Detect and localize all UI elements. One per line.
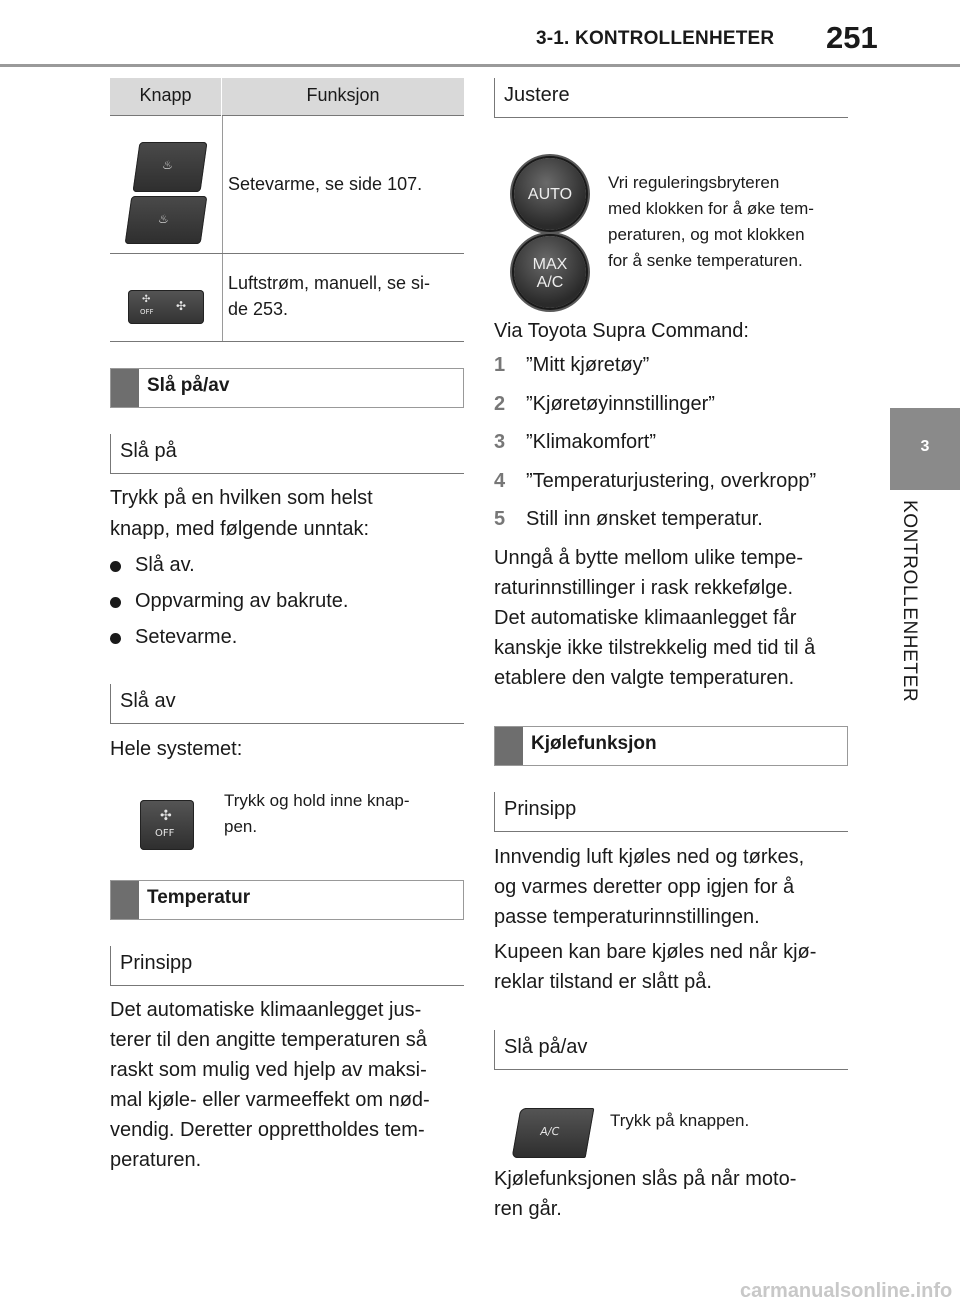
- subhead-on-text: Slå på: [120, 440, 177, 462]
- ac-hint: Trykk på knappen.: [610, 1111, 750, 1130]
- off-button-icon: ✣ OFF: [140, 800, 194, 850]
- principle-line: raskt som mulig ved hjelp av maksi-: [110, 1059, 427, 1081]
- ac-button-icon: [512, 1108, 595, 1158]
- section-bar-marker: [495, 727, 523, 765]
- principle-line: peraturen.: [110, 1149, 202, 1171]
- section-bar-temperature: [110, 880, 464, 920]
- airflow-button-icon: ✣ OFF ✣: [128, 290, 204, 324]
- col-header-button: Knapp: [110, 78, 222, 116]
- subhead-principle-text: Prinsipp: [120, 952, 193, 974]
- cooling-line: Innvendig luft kjøles ned og tørkes,: [494, 846, 805, 868]
- section-title: 3-1. KONTROLLENHETER: [536, 28, 775, 49]
- subhead-principle: [110, 946, 464, 986]
- section-bar-title: Kjølefunksjon: [531, 733, 657, 754]
- step-number: 2: [494, 393, 506, 415]
- adjust-hint-line: Vri reguleringsbryteren: [608, 173, 780, 192]
- subhead-on: [110, 434, 464, 474]
- subhead-adjust: [494, 78, 848, 118]
- step-number: 4: [494, 470, 506, 492]
- step-number: 3: [494, 431, 506, 453]
- via-text: Via Toyota Supra Command:: [494, 320, 749, 342]
- knob-auto-label: AUTO: [527, 186, 573, 203]
- max-ac-knob-icon: [514, 236, 586, 308]
- adjust-hint-line: med klokken for å øke tem-: [608, 199, 814, 218]
- chapter-number: 3: [920, 438, 930, 455]
- section-bar-onoff: [110, 368, 464, 408]
- off-hint-1: Trykk og hold inne knap-: [224, 791, 410, 810]
- subhead-off: [110, 684, 464, 724]
- adjust-hint-line: peraturen, og mot klokken: [608, 225, 805, 244]
- step-text: ”Kjøretøyinnstillinger”: [526, 393, 715, 415]
- step-number: 5: [494, 508, 506, 530]
- off-text: Hele systemet:: [110, 738, 243, 760]
- step-text: ”Mitt kjøretøy”: [526, 354, 650, 376]
- auto-knob-icon: [514, 158, 586, 230]
- principle-line: mal kjøle- eller varmeeffekt om nød-: [110, 1089, 430, 1111]
- knob-max-label: MAX: [532, 256, 568, 273]
- cooling-line: og varmes deretter opp igjen for å: [494, 876, 795, 898]
- step-text: Still inn ønsket temperatur.: [526, 508, 763, 530]
- step-text: ”Temperaturjustering, overkropp”: [526, 470, 817, 492]
- seat-heating-rear-icon: ♨: [125, 196, 208, 244]
- table-header: [110, 78, 464, 116]
- chapter-label-text: KONTROLLENHETER: [899, 500, 920, 703]
- principle-line: vendig. Deretter opprettholdes tem-: [110, 1119, 425, 1141]
- ac-line: Kjølefunksjonen slås på når moto-: [494, 1168, 797, 1190]
- off-hint-2: pen.: [224, 817, 258, 836]
- principle-line: terer til den angitte temperaturen så: [110, 1029, 427, 1051]
- warning-line: raturinnstillinger i rask rekkefølge.: [494, 577, 793, 599]
- warning-line: Det automatiske klimaanlegget får: [494, 607, 797, 629]
- principle-line: Det automatiske klimaanlegget jus-: [110, 999, 422, 1021]
- subhead-principle-cooling-text: Prinsipp: [504, 798, 577, 820]
- subhead-onoff-cooling-text: Slå på/av: [504, 1036, 588, 1058]
- on-text-1: Trykk på en hvilken som helst: [110, 487, 373, 509]
- on-text-2: knapp, med følgende unntak:: [110, 518, 370, 540]
- col-header-function: Funksjon: [306, 85, 380, 105]
- bullet-text: Setevarme.: [135, 626, 238, 648]
- subhead-principle-cooling: [494, 792, 848, 832]
- table-cell-airflow-2: de 253.: [228, 299, 289, 319]
- section-bar-title: Temperatur: [147, 887, 251, 908]
- subhead-onoff-cooling: [494, 1030, 848, 1070]
- table-divider: [222, 116, 223, 342]
- subhead-off-text: Slå av: [120, 690, 176, 712]
- knob-ac-label: A/C: [536, 274, 564, 291]
- table-bottom-rule: [110, 341, 464, 342]
- ac-button-label: A/C: [539, 1125, 561, 1138]
- seat-heating-front-icon: ♨: [132, 142, 207, 192]
- bullet-dot: [110, 597, 121, 608]
- section-bar-marker: [111, 369, 139, 407]
- off-button-label: OFF: [155, 828, 175, 839]
- cooling-line: Kupeen kan bare kjøles ned når kjø-: [494, 941, 817, 963]
- table-cell-seat-heating: Setevarme, se side 107.: [228, 174, 423, 194]
- step-text: ”Klimakomfort”: [526, 431, 657, 453]
- ac-line: ren går.: [494, 1198, 562, 1220]
- warning-line: Unngå å bytte mellom ulike tempe-: [494, 547, 804, 569]
- table-cell-airflow-1: Luftstrøm, manuell, se si-: [228, 273, 431, 293]
- cooling-line: passe temperaturinnstillingen.: [494, 906, 760, 928]
- page-number: 251: [826, 20, 878, 55]
- table-row-rule: [110, 253, 464, 254]
- cooling-line: reklar tilstand er slått på.: [494, 971, 712, 993]
- bullet-text: Oppvarming av bakrute.: [135, 590, 349, 612]
- chapter-label: [896, 500, 920, 722]
- bullet-dot: [110, 561, 121, 572]
- warning-line: etablere den valgte temperaturen.: [494, 667, 795, 689]
- adjust-hint-line: for å senke temperaturen.: [608, 251, 803, 270]
- section-bar-cooling: [494, 726, 848, 766]
- bullet-text: Slå av.: [135, 554, 195, 576]
- header-rule: [0, 64, 960, 67]
- section-bar-title: Slå på/av: [147, 375, 230, 396]
- watermark: carmanualsonline.info: [740, 1280, 953, 1302]
- section-bar-marker: [111, 881, 139, 919]
- bullet-dot: [110, 633, 121, 644]
- subhead-adjust-text: Justere: [504, 84, 570, 106]
- warning-line: kanskje ikke tilstrekkelig med tid til å: [494, 637, 816, 659]
- chapter-tab: [890, 408, 960, 490]
- step-number: 1: [494, 354, 506, 376]
